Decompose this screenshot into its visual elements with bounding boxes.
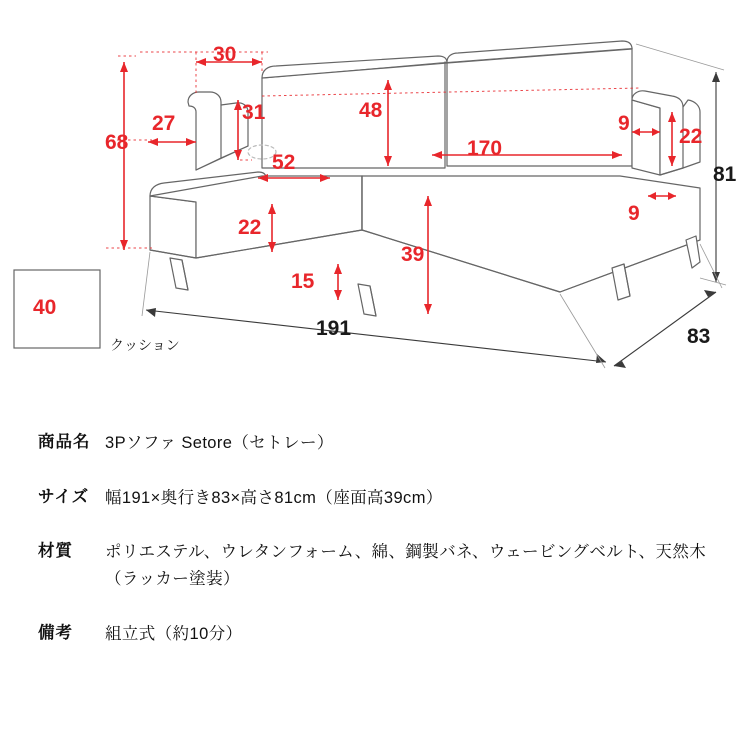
dim-label-armrest-outer-width: 27 <box>152 112 176 135</box>
dim-label-backrest-height-inner: 31 <box>242 101 266 124</box>
dim-label-seat-depth: 52 <box>272 151 296 174</box>
dim-label-backrest-height: 48 <box>359 99 383 122</box>
spec-key-material: 材質 <box>38 542 73 561</box>
spec-value-size: 幅191×奥行き83×高さ81cm（座面高39cm） <box>105 488 443 507</box>
cushion-caption: クッション <box>110 337 180 353</box>
spec-row-size <box>0 485 750 512</box>
dim-label-armrest-thickness: 9 <box>618 112 630 135</box>
dim-label-total-back-height: 68 <box>105 131 129 154</box>
dim-label-inner-width: 170 <box>467 137 503 160</box>
dim-label-leg-height: 15 <box>291 270 315 293</box>
spec-key-product-name: 商品名 <box>38 433 91 451</box>
spec-value-material: ポリエステル、ウレタンフォーム、綿、鋼製バネ、ウェービングベルト、天然木（ラッカー塗装） <box>105 543 707 589</box>
spec-key-notes: 備考 <box>38 623 73 642</box>
dim-label-seat-cushion-height: 22 <box>238 216 262 239</box>
dim-label-armrest-height: 22 <box>679 125 703 148</box>
dim-label-total-depth: 83 <box>687 325 711 348</box>
dim-label-seat-back-top-width: 30 <box>213 43 237 66</box>
dim-label-seat-height: 39 <box>401 243 425 266</box>
spec-row-material <box>0 539 750 592</box>
spec-value-notes: 組立式（約10分） <box>105 624 243 643</box>
spec-row-notes <box>0 621 750 648</box>
dim-label-cushion-size: 40 <box>33 296 57 319</box>
dim-label-armrest-bottom-gap: 9 <box>628 202 640 225</box>
spec-row-product-name <box>0 430 750 457</box>
spec-table <box>0 430 750 648</box>
spec-key-size: サイズ <box>38 487 90 506</box>
spec-value-product-name: 3Pソファ Setore（セトレー） <box>105 434 334 452</box>
dim-label-total-width: 191 <box>316 317 352 340</box>
dim-label-total-height: 81 <box>713 163 737 186</box>
